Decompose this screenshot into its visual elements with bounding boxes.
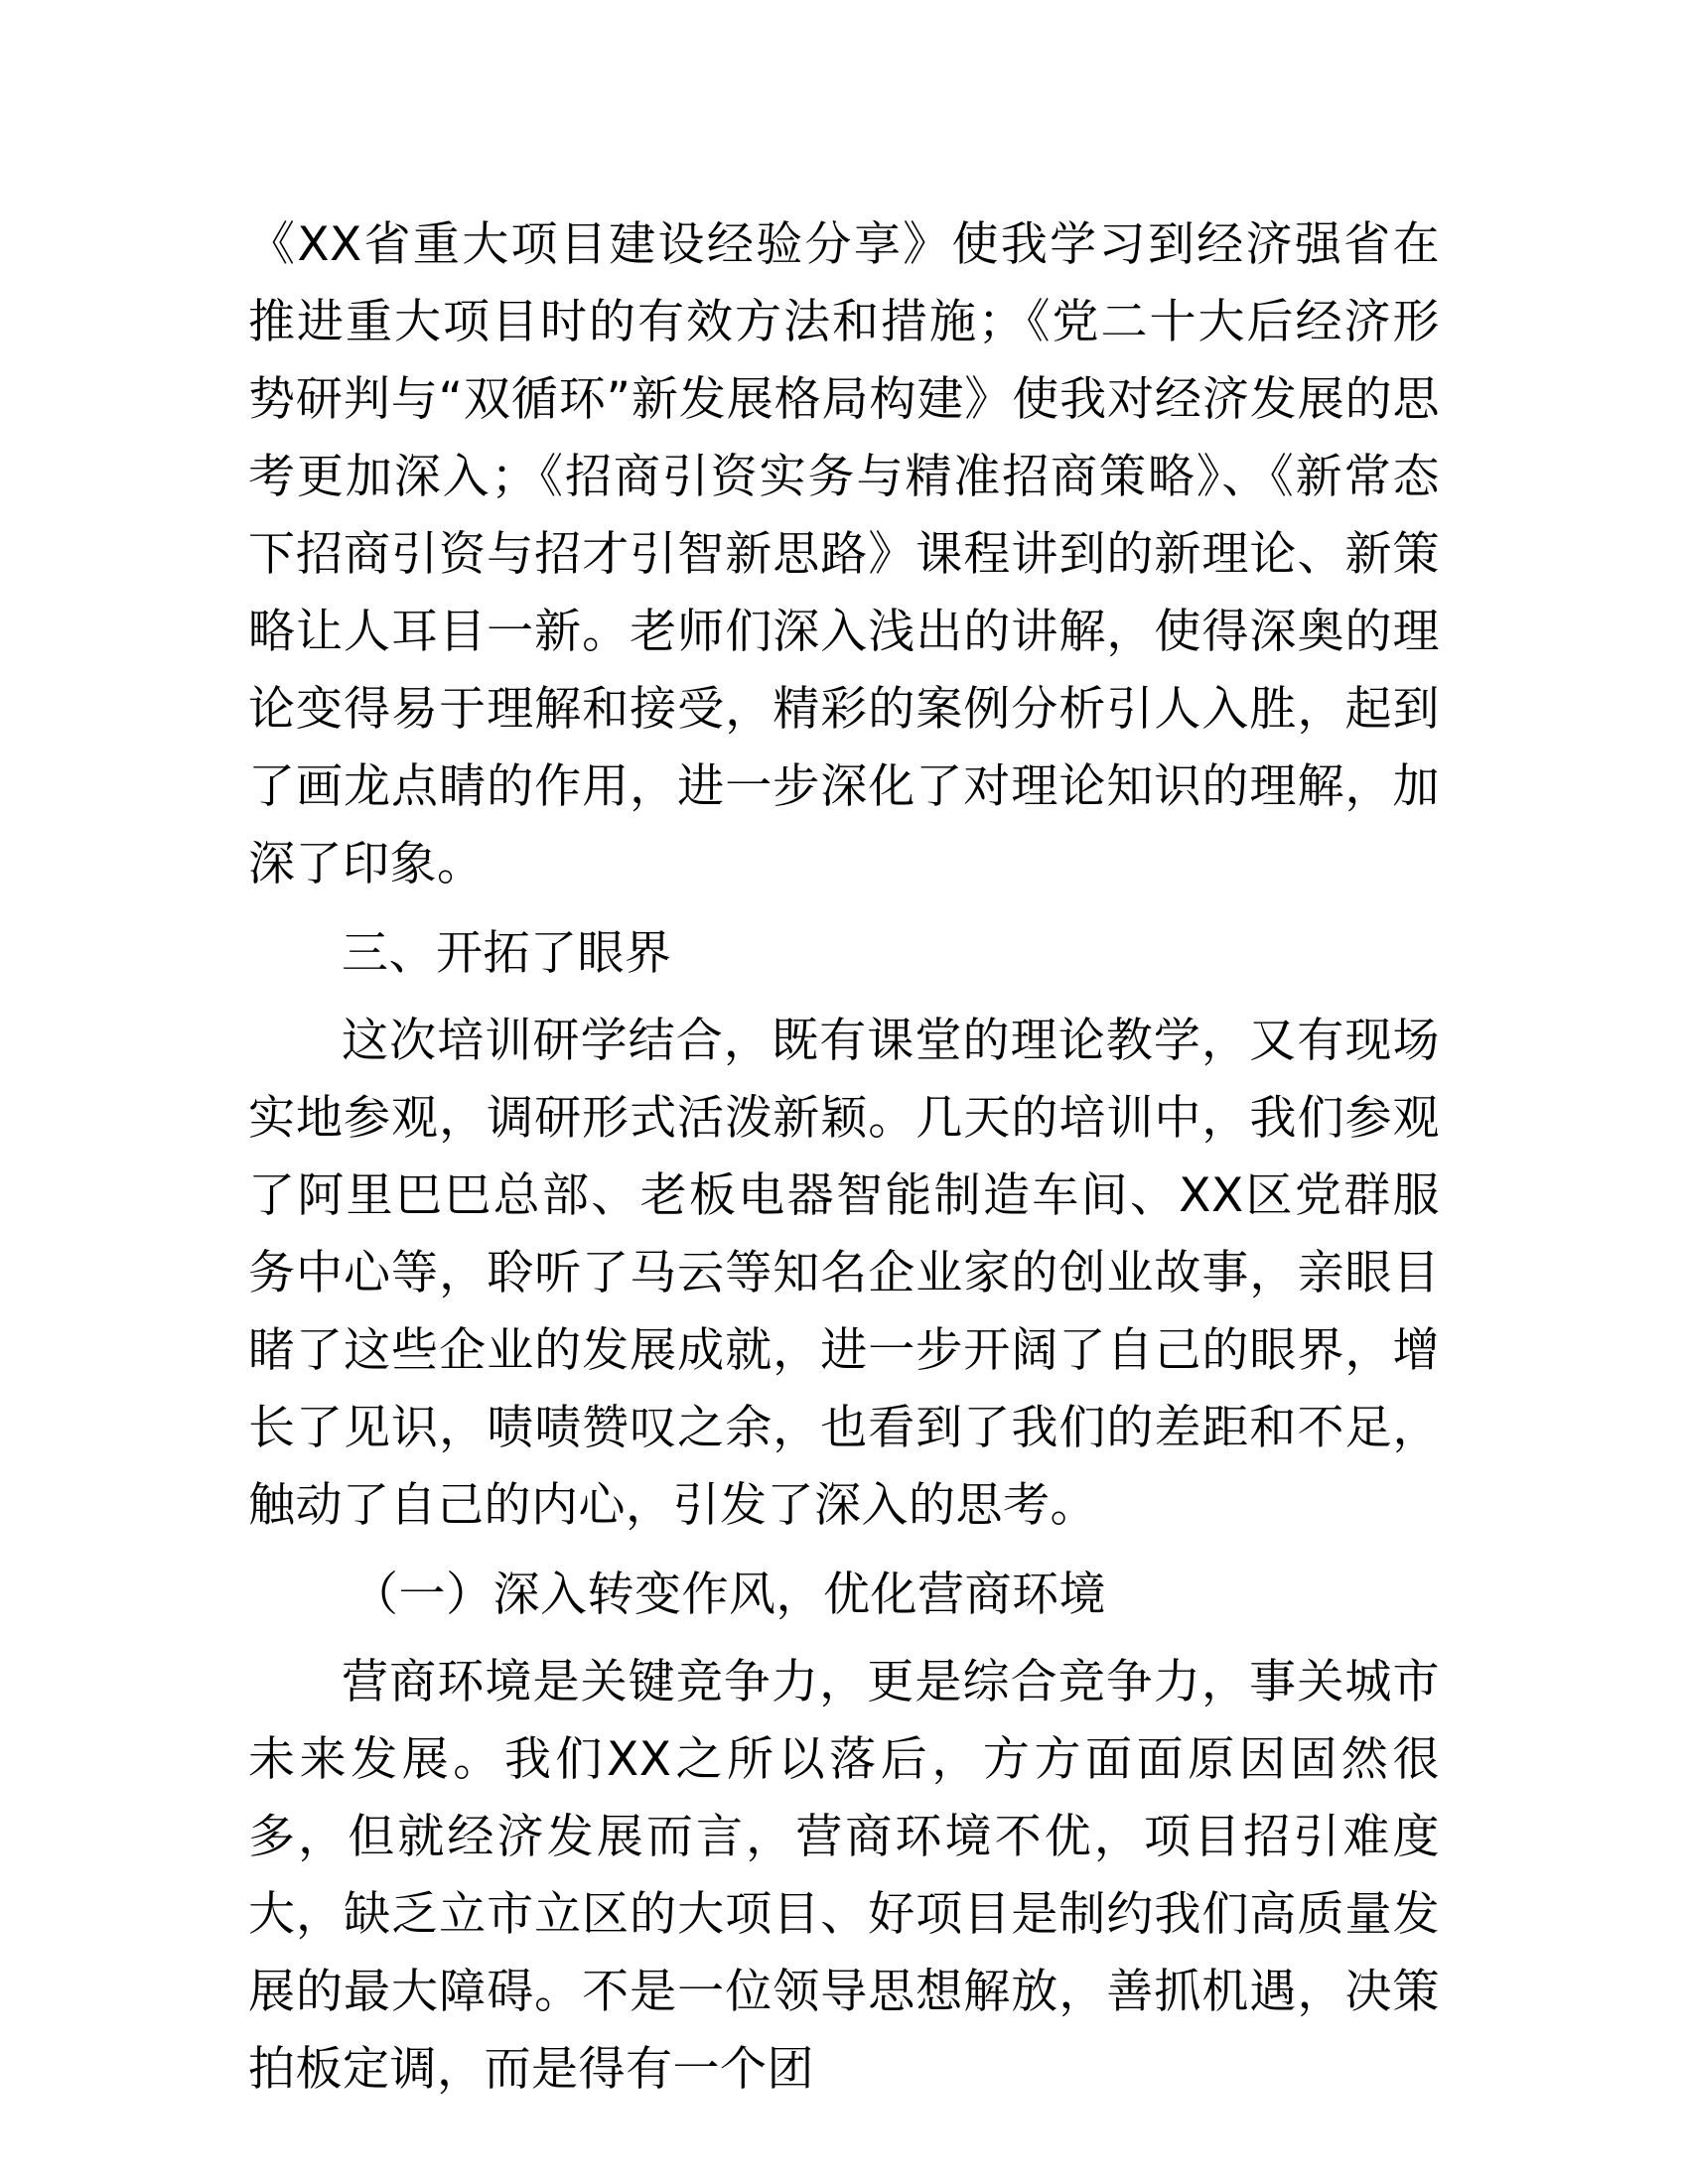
paragraph-course-reflections: 《XX省重大项目建设经验分享》使我学习到经济强省在推进重大项目时的有效方法和措施；《党二十大后经济形势研判与“双循环”新发展格局构建》使我对经济发展的思考更加深入；《招商引资实务与精准招商策略》、《新常态下招商引资与招才引智新思路》课程讲到的新理论、新策略让人耳目一新。老师们深入浅出的讲解，使得深奥的理论变得易于理解和接受，精彩的案例分析引人入胜，起到了画龙点睛的作用，进一步深化了对理论知识的理解，加深了印象。 bbox=[248, 217, 1440, 891]
document-page bbox=[248, 206, 1440, 2109]
paragraph-field-visits: 这次培训研学结合，既有课堂的理论教学，又有现场实地参观，调研形式活泼新颖。几天的培训中，我们参观了阿里巴巴总部、老板电器智能制造车间、XX区党群服务中心等，聆听了马云等知名企业家的创业故事，亲眼目睹了这些企业的发展成就，进一步开阔了自己的眼界，增长了见识，啧啧赞叹之余，也看到了我们的差距和不足，触动了自己的内心，引发了深入的思考。 bbox=[248, 1014, 1440, 1533]
subsection-heading-business-environment: （一）深入转变作风，优化营商环境 bbox=[352, 1568, 1106, 1622]
section-heading-broadened-horizons: 三、开拓了眼界 bbox=[342, 926, 672, 981]
paragraph-business-environment: 营商环境是关键竞争力，更是综合竞争力，事关城市未来发展。我们XX之所以落后，方方面面原因固然很多，但就经济发展而言，营商环境不优，项目招引难度大，缺乏立市立区的大项目、好项目是制约我们高质量发展的最大障碍。不是一位领导思想解放，善抓机遇，决策拍板定调，而是得有一个团 bbox=[248, 1655, 1440, 2097]
